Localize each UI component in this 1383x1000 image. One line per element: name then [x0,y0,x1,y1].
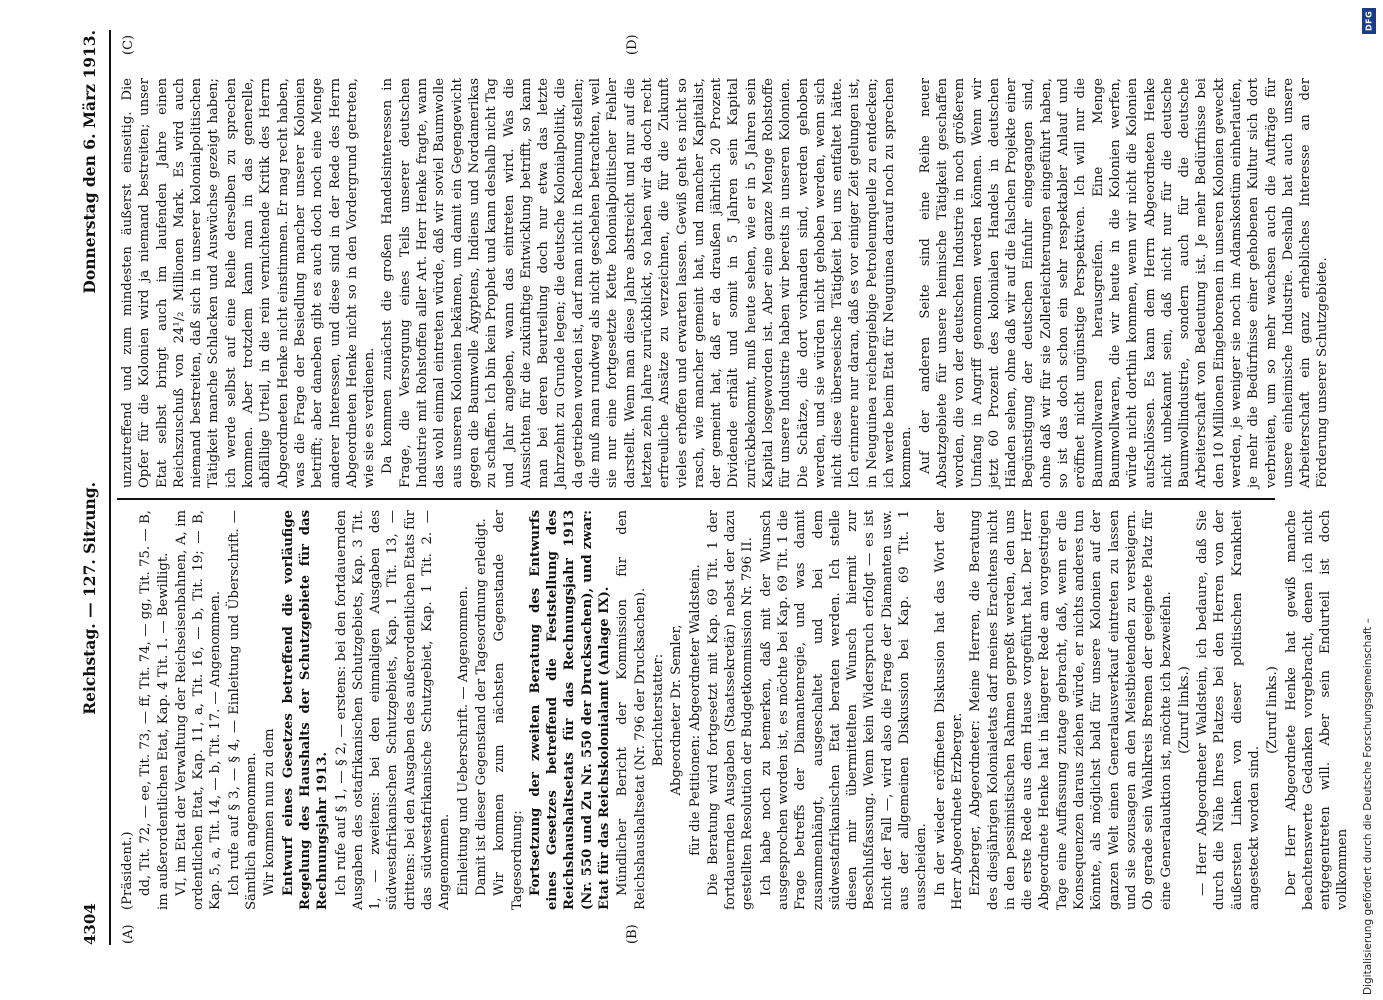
right-column [119,78,1331,488]
rapporteur-petitions: für die Petitionen: Abgeordneter Waldstein. [687,564,703,856]
margin-marker-a: (A) [121,924,136,944]
column-divider [117,499,1275,501]
document-page [25,0,1351,1000]
rapporteur-label: Berichterstatter: [650,653,666,767]
paragraph: VI, im Etat der Verwaltung der Reichseisenbahnen, A, im ordentlichen Etat, Kap. 11, a, Tit. 16, — b, Tit. 19; — B, Kap. 5, a, Tit. 14, — b, Tit. 17. — Angenommen. [173,510,224,910]
page-number: 4304 [81,903,99,945]
paragraph: Ich rufe auf § 3, — § 4, — Einleitung und Überschrift. — Sämtlich angenommen. [226,510,260,910]
margin-marker-c: (C) [121,34,136,55]
paragraph: In der wieder eröffneten Diskussion hat das Wort der Herr Abgeordnete Erzberger. [932,510,965,910]
interjection: (Zuruf links.) [1265,666,1281,754]
paragraph: Ich rufe auf § 1, — § 2, — erstens: bei den fortdauernden Ausgaben des ostafrikanischen Schutzgebiets, Kap. 3 Tit. 1, — zweitens: bei den einmaligen Ausgaben des südwestafrikanischen Schutzgebiets, Kap. 1 Tit. 13, — drittens: bei den Ausgaben des außerordentlichen Etats für das südwestafrikanische Schutzgebiet, Kap. 1 Tit. 2. — Angenommen. [333,510,453,910]
speech-paragraph: unzutreffend und zum mindesten äußerst einseitig. Die Opfer für die Kolonien wird ja niemand bestreiten; unser Etat selbst bringt auch im laufenden Jahre einen Reichszuschuß von 24¹/₂ Millionen Mark. Es wird auch niemand bestreiten, daß sich in unserer kolonialpolitischen Tätigkeit manche Schlacken und Auswüchse gezeigt haben; ich werde selbst auf eine Reihe derselben zu sprechen kommen. Aber trotzdem kann man in das generelle, abfällige Urteil, in die rein vernichtende Kritik des Herrn Abgeordneten Henke nicht einstimmen. Er mag recht haben, was die Frage der Besiedlung mancher unserer Kolonien betrifft; aber daneben gibt es auch doch noch eine Menge anderer Interessen, und diese sind in der Rede des Herrn Abgeordneten Henke nicht so in den Vordergrund getreten, wie sie es verdienen. [120,78,378,488]
paragraph: Ich habe noch zu bemerken, daß mit der Wunsch ausgesprochen worden ist, es möchte bei Kap. 69 Tit. 1 die Frage betreffs der Diamantenregie, und was damit zusammenhängt, ausgeschaltet und bei dem südwestafrikanischen Etat beraten werden. Ich stelle diesen mir übermittelten Wunsch hiermit zur Beschlußfassung. Wenn kein Widerspruch erfolgt — es ist nicht der Fall —, wird also die Frage der Diamanten usw. aus der allgemeinen Diskussion bei Kap. 69 Tit. 1 ausscheiden. [758,510,930,910]
paragraph: Mündlicher Bericht der Kommission für den Reichshaushaltsetat (Nr. 796 der Drucksachen). [615,510,648,910]
session-title: Reichstag. — 127. Sitzung. [80,482,99,715]
session-date: Donnerstag den 6. März 1913. [80,30,99,294]
speaker-label: (Präsident.) [120,831,135,910]
paragraph: Einleitung und Ueberschrift. — Angenommen. [455,586,471,896]
speech-paragraph: Der Herr Abgeordnete Henke hat gewiß manche beachtenswerte Gedanken vorgebracht, denen ich nicht entgegentreten will. Aber sein Endurteil ist doch vollkommen [1283,510,1351,910]
speech-paragraph: Erzberger, Abgeordneter: Meine Herren, die Beratung des diesjährigen Kolonialetats darf meines Erachtens nicht in den pessimistischen Rahmen gepreßt werden, den uns die erste Rede aus dem Hause vorgeführt hat. Der Herr Abgeordnete Henke hat in längerer Rede am vorgestrigen Tage eine Auffassung zutage gebracht, daß, wenn er die Konsequenzen daraus ziehen würde, er nichts anderes tun könnte, als möglichst bald für unsere Kolonien auf der ganzen Welt einen Generalausverkauf eintreten zu lassen und sie sozusagen an den Meistbietenden zu versteigern. Ob gerade sein Wahlkreis Bremen der geeignete Platz für eine Generalauktion ist, möchte ich bezweifeln. [968,510,1174,910]
speech-paragraph: Auf der anderen Seite sind eine Reihe neuer Absatzgebiete für unsere heimische Tätigkeit geschaffen worden, die von der deutschen Industrie in noch größerem Umfang in Angriff genommen werden können. Wenn wir jetzt 60 Prozent des kolonialen Handels in deutschen Händen sehen, ohne daß wir auf die falschen Projekte einer Begünstigung der deutschen Einfuhr eingegangen sind, ohne daß wir für sie Zollerleichterungen eingeführt haben, so ist das doch schon ein sehr respektabler Anlauf und eröffnet nicht ungünstige Perspektiven. Ich will nur die Baumwollwaren herausgreifen. Eine Menge Baumwollwaren, die wir heute in die Kolonien werfen, würde nicht dorthin kommen, wenn wir nicht die Kolonien aufschlössen. Es kann dem Herrn Abgeordneten Henke nicht unbekannt sein, daß nicht nur für die deutsche Baumwollindustrie, sondern auch für die deutsche Arbeiterschaft von Bedeutung ist. Je mehr Bedürfnisse bei den 10 Millionen Eingeborenen in unseren Kolonien geweckt werden, je weniger sie noch im Adamskostüm einherlaufen, je mehr die Bedürfnisse einer gehobenen Kultur sich dort verbreiten, um so mehr wachsen auch die Aufträge für unsere einheimische Industrie. Deshalb hat auch unsere Arbeiterschaft ein ganz erhebliches Interesse an der Förderung unserer Schutzgebiete. [917,78,1331,488]
interjection: (Zuruf links.) [1176,666,1192,754]
paragraph: Wir kommen zum nächsten Gegenstande der Tagesordnung: [492,510,525,910]
dfg-logo: DFG [1362,8,1376,34]
speech-paragraph: — Herr Abgeordneter Waldstein, ich bedaure, daß Sie durch die Nähe Ihres Platzes bei den Herren von der äußersten Linken von dieser politischen Krankheit angesteckt worden sind. [1195,510,1262,910]
bill-title: Entwurf eines Gesetzes betreffend die vorläufige Regelung des Haushalts der Schutzgebiete für das Rechnungsjahr 1913. [280,510,331,910]
paragraph: Wir kommen nun zu dem [262,728,278,896]
digitization-credit: Digitalisierung gefördert durch die Deutsche Forschungsgemeinschaft – [1362,618,1374,995]
page-header [80,30,106,945]
rapporteur-name: Abgeordneter Dr. Semler, [669,624,685,796]
paragraph: Damit ist dieser Gegenstand der Tagesordnung erledigt. [473,518,489,896]
left-column [119,510,1351,910]
agenda-item: Fortsetzung der zweiten Beratung des Entwurfs eines Gesetzes betreffend die Feststellung des Reichshaushaltsetats für das Rechnungsjahr 1913 (Nr. 550 und Zu Nr. 550 der Drucksachen), und zwar: Etat für das Reichskolonialamt (Anlage IX). [527,510,613,910]
margin-marker-b: (B) [625,924,640,944]
speech-paragraph: Da kommen zunächst die großen Handelsinteressen in Frage, die Versorgung eines Teils unserer deutschen Industrie mit Rohstoffen aller Art. Herr Henke fragte, wann das wohl einmal eintreten würde, daß wir soviel Baumwolle aus unseren Kolonien bekämen, um damit ein Gegengewicht gegen die Baumwolle Ägyptens, Indiens und Nordamerikas zu schaffen. Ich bin kein Prophet und kann deshalb nicht Tag und Jahr angeben, wann das eintreten wird. Was die Aussichten für die zukünftige Entwicklung betrifft, so kann man bei deren Beurteilung doch nur etwa das letzte Jahrzehnt zu Grunde legen; die deutsche Kolonialpolitik, die da getrieben worden ist, darf man nicht in Rechnung stellen; die muß man rundweg als nicht geschehen betrachten, weil sie nur eine fortgesetzte Kette kolonialpolitischer Fehler darstellt. Wenn man diese Jahre abstreicht und nur auf die letzten zehn Jahre zurückblickt, so haben wir da doch recht erfreuliche Ansätze zu verzeichnen, die für die Zukunft vieles erhoffen und erwarten lassen. Gewiß geht es nicht so rasch, wie mancher gemeint hat, und mancher Kapitalist, der gemeint hat, daß er da draußen jährlich 20 Prozent Dividende erhält und somit in 5 Jahren sein Kapital zurückbekommt, muß heute sehen, wie er in 5 Jahren sein Kapital losgeworden ist. Aber eine ganze Menge Rohstoffe für unsere Industrie haben wir bereits in unseren Kolonien. Die Schätze, die dort vorhanden sind, werden gehoben werden, und sie würden nicht gehoben werden, wenn sich nicht diese überseeische Tätigkeit bei uns entfaltet hätte. Ich erinnere nur daran, daß es vor einiger Zeit gelungen ist, in Neuguinea reichergiebige Petroleumquelle zu entdecken; ich werde beim Etat für Neuguinea darauf noch zu sprechen kommen. [380,78,915,488]
paragraph: dd, Tit. 72, — ee, Tit. 73, — ff, Tit. 74, — gg, Tit. 75. — B, im außerordentlichen Etat, Kap. 4 Tit. 1. — Bewilligt. [138,510,171,910]
margin-marker-d: (D) [625,34,640,55]
paragraph: Die Beratung wird fortgesetzt mit Kap. 69 Tit. 1 der fortdauernden Ausgaben (Staatssekretär) nebst der dazu gestellten Resolution der Budgetkommission Nr. 796 II. [705,510,756,910]
header-rule [109,30,111,945]
